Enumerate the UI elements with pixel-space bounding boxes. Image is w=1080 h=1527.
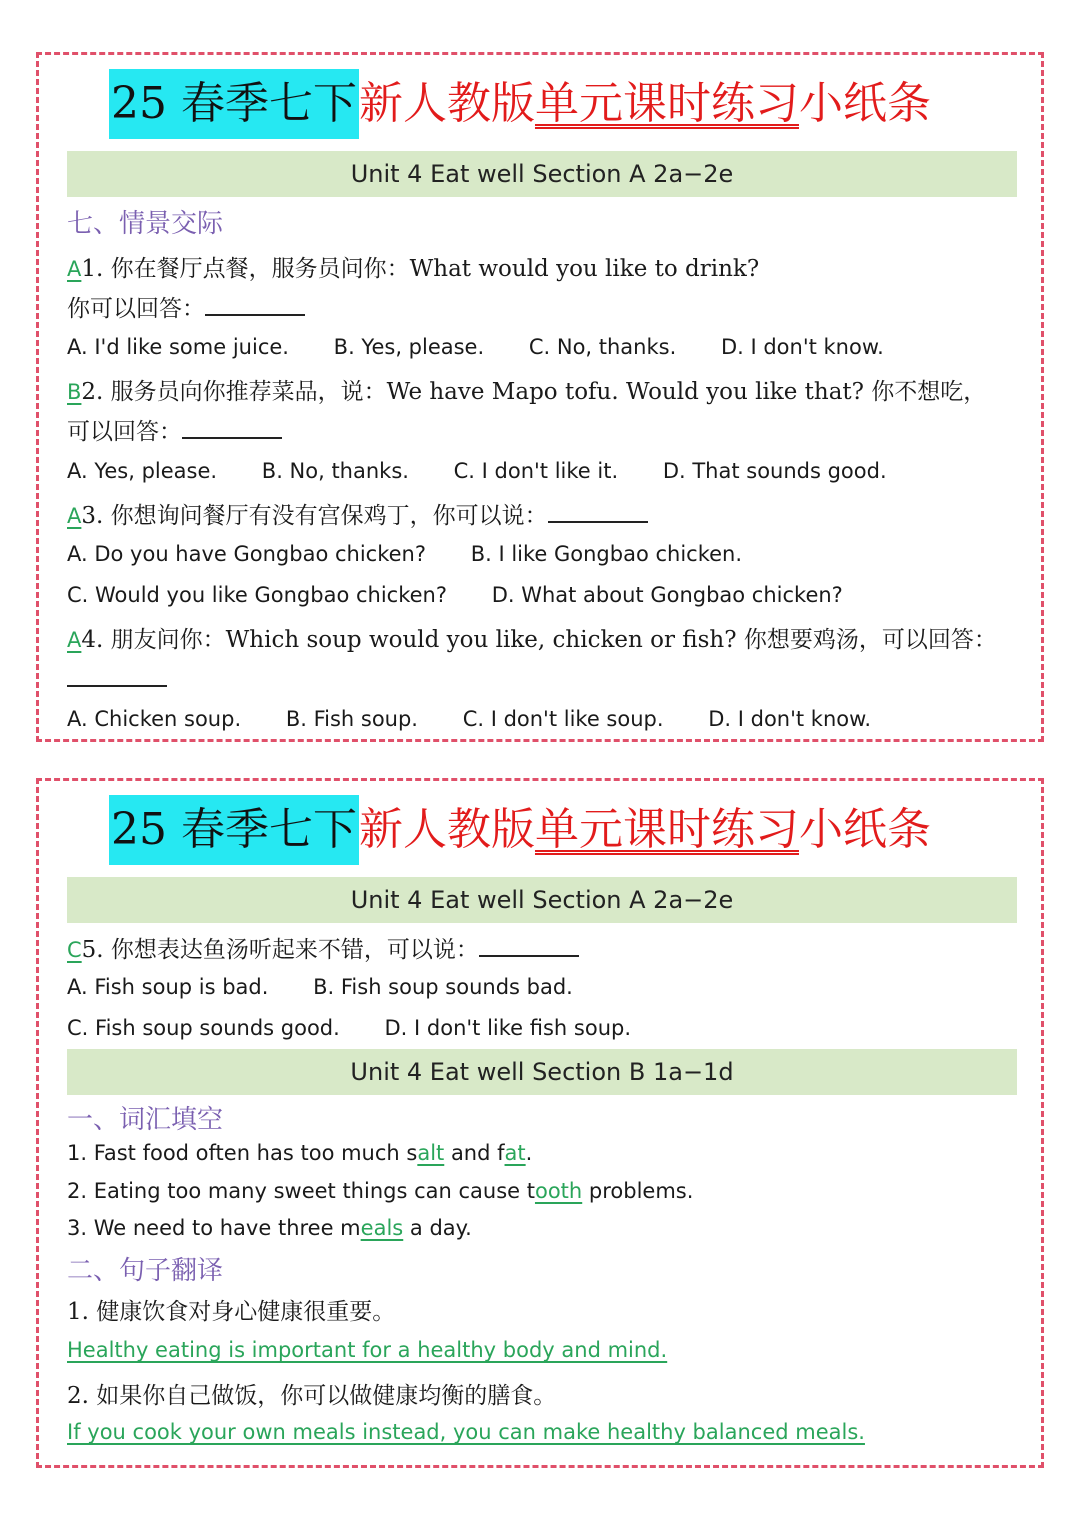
answer-letter: A [67,628,82,652]
title-red-plain: 新人教版 [358,78,535,129]
answer-letter: C [67,938,82,962]
option-c: C. I don't like soup. [462,707,664,731]
option-d: D. What about Gongbao chicken? [491,583,843,607]
question-1 [67,250,759,283]
prompt-text: 可以回答： [67,419,182,445]
option-c: C. I don't like it. [453,459,619,483]
option-b: B. Fish soup. [285,707,418,731]
question-4 [67,621,997,654]
prompt-text: 你可以回答： [67,296,205,322]
translation-1-answer: Healthy eating is important for a healthy body and mind. [67,1338,668,1362]
translation-2-cn: 2. 如果你自己做饭，你可以做健康均衡的膳食。 [67,1383,557,1409]
note-card-1 [36,52,1044,742]
question-4-blank-row [67,667,167,692]
question-3 [67,497,648,530]
option-d: D. I don't know. [720,335,884,359]
answer-blank [205,296,305,316]
question-1-options [67,335,922,359]
question-text: 4. 朋友问你：Which soup would you like, chicken or fish? 你想要鸡汤，可以回答： [81,627,997,653]
option-a: A. I'd like some juice. [67,335,289,359]
question-2-options [67,459,925,483]
question-3-options-row2 [67,583,881,607]
card-title [109,795,931,865]
vocab-item-1: 1. Fast food often has too much salt and fat. [67,1141,533,1165]
option-a: A. Do you have Gongbao chicken? [67,542,427,566]
translation-2-answer: If you cook your own meals instead, you can make healthy balanced meals. [67,1420,865,1444]
answer-blank [479,937,579,957]
question-4-options [67,707,909,731]
card-title [109,69,931,139]
section-bar: Unit 4 Eat well Section A 2a−2e [67,151,1017,197]
question-2-prompt [67,413,282,446]
answer-letter: A [67,504,82,528]
question-text: 5. 你想表达鱼汤听起来不错，可以说： [81,937,479,963]
question-text: 1. 你在餐厅点餐，服务员问你：What would you like to drink? [81,256,760,282]
vocab-item-2: 2. Eating too many sweet things can cause tooth problems. [67,1179,694,1203]
title-red-tail: 小纸条 [798,78,931,129]
question-text: 2. 服务员向你推荐菜品，说：We have Mapo tofu. Would you like that? 你不想吃， [81,379,987,405]
option-d: D. I don't like fish soup. [384,1016,632,1040]
title-red-underlined: 单元课时练习 [534,78,799,129]
option-d: D. That sounds good. [662,459,887,483]
answer-blank [67,667,167,687]
title-highlight: 25 春季七下 [109,795,359,865]
option-a: A. Yes, please. [67,459,218,483]
title-red-plain: 新人教版 [358,804,535,855]
option-b: B. I like Gongbao chicken. [470,542,743,566]
title-highlight: 25 春季七下 [109,69,359,139]
question-2 [67,373,986,406]
title-red-tail: 小纸条 [798,804,931,855]
section-bar-b: Unit 4 Eat well Section B 1a−1d [67,1049,1017,1095]
answer-letter: B [67,380,82,404]
option-c: C. Would you like Gongbao chicken? [67,583,447,607]
option-d: D. I don't know. [708,707,872,731]
question-1-prompt [67,290,305,323]
note-card-2 [36,778,1044,1468]
question-5-options-row2 [67,1016,669,1040]
answer-letter: A [67,257,82,281]
section-bar: Unit 4 Eat well Section A 2a−2e [67,877,1017,923]
option-c: C. Fish soup sounds good. [67,1016,340,1040]
translation-1-cn: 1. 健康饮食对身心健康很重要。 [67,1299,396,1325]
translation-heading: 二、句子翻译 [67,1256,224,1286]
vocab-answer: at [504,1141,526,1165]
option-a: A. Fish soup is bad. [67,975,269,999]
option-b: B. Fish soup sounds bad. [313,975,573,999]
vocab-heading: 一、词汇填空 [67,1105,224,1135]
question-text: 3. 你想询问餐厅有没有宫保鸡丁，你可以说： [81,503,548,529]
vocab-answer: ooth [534,1179,583,1203]
option-b: B. Yes, please. [333,335,485,359]
question-3-options-row1 [67,542,780,566]
option-b: B. No, thanks. [261,459,409,483]
option-c: C. No, thanks. [528,335,677,359]
answer-blank [182,419,282,439]
vocab-answer: eals [360,1216,404,1240]
answer-blank [548,503,648,523]
option-a: A. Chicken soup. [67,707,242,731]
question-5 [67,931,579,964]
question-5-options-row1 [67,975,611,999]
vocab-item-3: 3. We need to have three meals a day. [67,1216,472,1240]
title-red-underlined: 单元课时练习 [534,804,799,855]
vocab-answer: alt [417,1141,445,1165]
section-heading: 七、情景交际 [67,209,224,239]
